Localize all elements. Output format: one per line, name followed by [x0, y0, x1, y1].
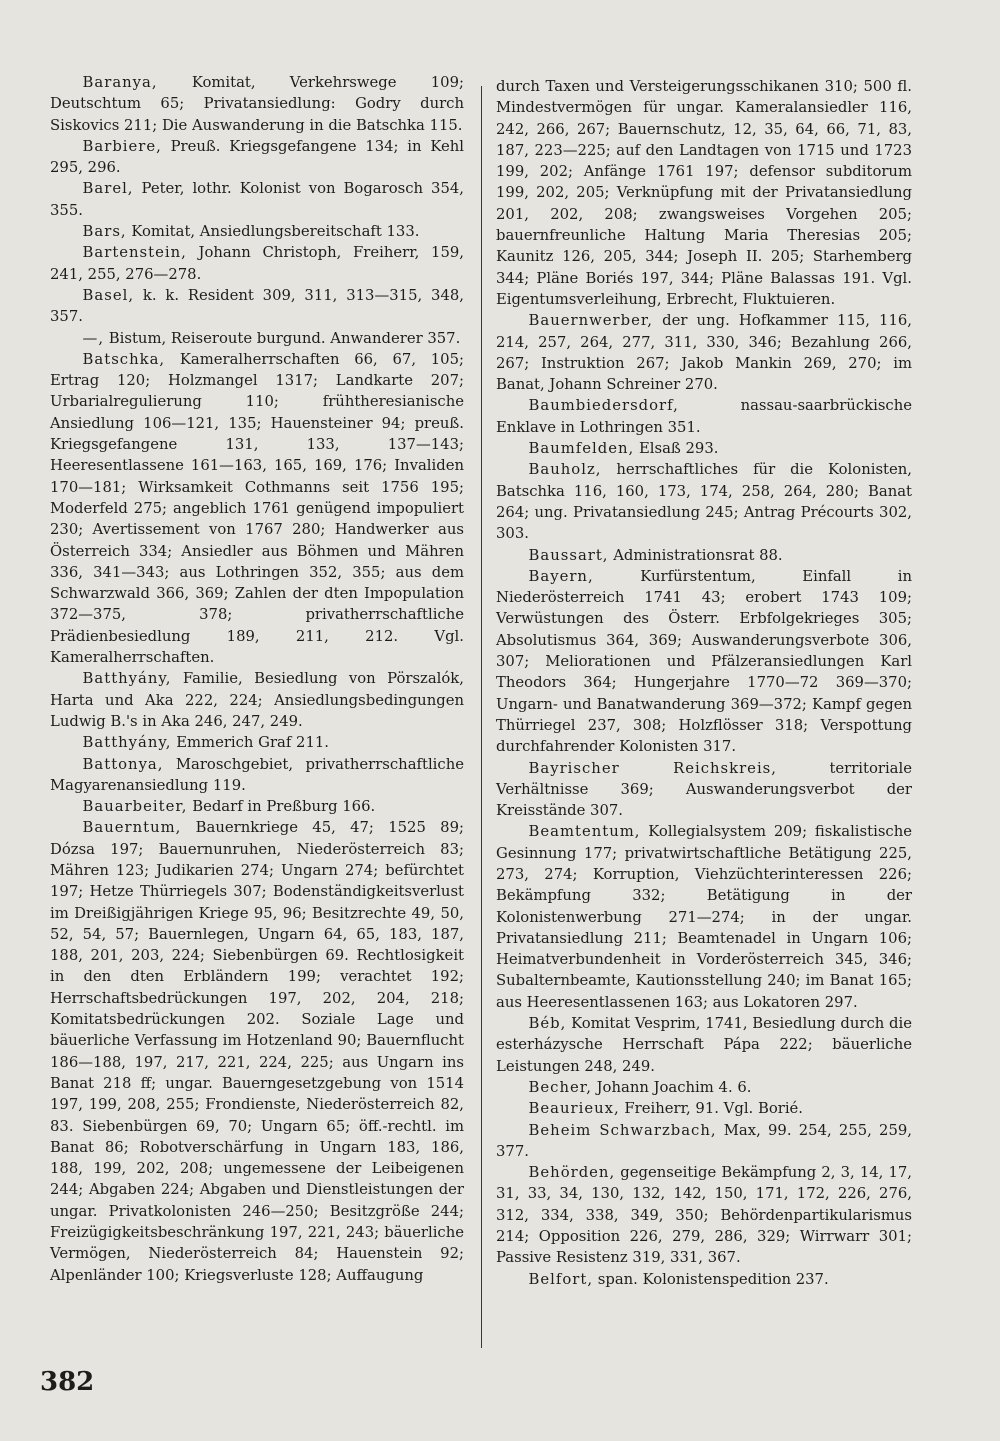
index-entry-text: gegenseitige Bekämpfung 2, 3, 14, 17, 31, 33, 34, 130, 132, 142, 150, 171, 172, 226, 276, 312, 334, 338, 349, 350; Behördenpartikularismus 214; Opposition 226, 279, 286, 329; Wirrwarr 301; Passive Resistenz 319, 331, 367.	[496, 1164, 912, 1267]
index-entry-headword: Bayern,	[528, 567, 594, 585]
index-entry-text: Max, 99. 254, 255, 259, 377.	[496, 1121, 912, 1160]
index-entry-text: Emmerich Graf 211.	[176, 734, 329, 752]
index-entry-headword: Bauernwerber,	[528, 312, 654, 330]
index-entry-text: Komitat, Verkehrswege 109; Deutschtum 65; Privatansiedlung: Godry durch Siskovics 211; Die Auswanderung in die Batschka 115.	[50, 74, 464, 134]
index-entry-headword: Baumfelden,	[528, 440, 635, 458]
index-entry-text: Bauernkriege 45, 47; 1525 89; Dózsa 197; Bauernunruhen, Niederösterreich 83; Mähren 123; Judikarien 274; Ungarn 274; befürchtet 197; Hetze Thürriegels 307; Bodenständigkeitsverlust im Dreißigjährigen Kriege 95, 96; Besitzrechte 49, 50, 52, 54, 57; Bauernlegen, Ungarn 64, 65, 183, 187, 188, 201, 203, 224; Siebenbürgen 69. Rechtlosigkeit in den dten Erbländern 199; verachtet 192; Herrschaftsbedrückungen 197, 202, 204, 218; Komitatsbedrückungen 202. Soziale Lage und bäuerliche Verfassung im Hotzenland 90; Bauernflucht 186—188, 197, 217, 221, 224, 225; aus Ungarn ins Banat 218 ff; ungar. Bauerngesetzgebung von 1514 197, 199, 208, 255; Frondienste, Niederösterreich 82, 83. Siebenbürgen 69, 70; Ungarn 65; öff.-rechtl. im Banat 86; Robotverschärfung in Ungarn 183, 186, 188, 199, 202, 208; ungemessene der Leibeigenen 244; Abgaben 224; Abgaben und Dienstleistungen der ungar. Privatkolonisten 246—250; Besitzgröße 244; Freizügigkeitsbeschränkung 197, 221, 243; bäuerliche Vermögen, Niederösterreich 84; Hauenstein 92; Alpenländer 100; Kriegsverluste 128; Auffaugung	[50, 819, 464, 1284]
index-entry	[50, 221, 464, 242]
page-number: 382	[40, 1367, 95, 1397]
index-entry	[50, 668, 464, 732]
index-entry	[496, 438, 912, 459]
index-entry-headword: Barel,	[82, 180, 134, 198]
index-entry-headword: —,	[82, 329, 105, 347]
index-entry-text: k. k. Resident 309, 311, 313—315, 348, 357.	[50, 286, 464, 326]
index-entry	[496, 758, 912, 822]
index-entry	[50, 328, 464, 349]
index-entry	[50, 349, 464, 668]
index-column-left	[50, 72, 464, 1286]
index-entry	[496, 821, 912, 1013]
index-entry	[496, 459, 912, 544]
index-entry-text: Komitat, Ansiedlungsbereitschaft 133.	[131, 223, 420, 241]
index-entry	[50, 754, 464, 797]
index-entry	[496, 1013, 912, 1077]
index-entry-headword: Beamtentum,	[528, 823, 641, 841]
index-entry-text: der ung. Hofkammer 115, 116, 214, 257, 264, 277, 311, 330, 346; Bezahlung 266, 267; Instruktion 267; Jakob Mankin 269, 270; im Banat, Johann Schreiner 270.	[496, 312, 912, 394]
index-entry	[496, 395, 912, 438]
index-entry	[50, 72, 464, 136]
index-entry	[50, 285, 464, 328]
index-entry	[496, 566, 912, 758]
index-entry-text: Kurfürstentum, Einfall in Niederösterreich 1741 43; erobert 1743 109; Verwüstungen des Österr. Erbfolgekrieges 305; Absolutismus 364, 369; Auswanderungsverbote 306, 307; Meliorationen und Pfälzeransiedlungen Karl Theodors 364; Hungerjahre 1770—72 369—370; Ungarn- und Banatwanderung 369—372; Kampf gegen Thürriegel 237, 308; Holzflösser 318; Verspottung durchfahrender Kolonisten 317.	[496, 567, 912, 756]
index-entry-text: Kollegialsystem 209; fiskalistische Gesinnung 177; privatwirtschaftliche Betätigung 225, 273, 274; Korruption, Viehzüchterinteressen 226; Bekämpfung 332; Betätigung in der Kolonistenwerbung 271—274; in der ungar. Privatansiedlung 211; Beamtenadel in Ungarn 106; Heimatverbundenheit in Vorderösterreich 345, 346; Subalternbeamte, Kautionsstellung 240; im Banat 165; aus Heeresentlassenen 163; aus Lokatoren 297.	[496, 823, 912, 1011]
index-entry-headword: Becher,	[528, 1078, 592, 1096]
index-entry-text: territoriale Verhältnisse 369; Auswanderungsverbot der Kreisstände 307.	[496, 759, 912, 820]
index-entry-headword: Bauholz,	[528, 461, 602, 479]
index-entry-headword: Batthyány,	[82, 670, 172, 688]
index-entry-headword: Bayrischer Reichskreis,	[528, 759, 777, 777]
index-entry	[496, 310, 912, 395]
index-entry-text: nassau-saarbrückische Enklave in Lothringen 351.	[496, 397, 912, 436]
index-entry-headword: Baussart,	[528, 546, 609, 564]
index-entry-headword: Batschka,	[82, 350, 166, 368]
index-entry	[50, 242, 464, 285]
index-entry-headword: Barbiere,	[82, 137, 162, 155]
index-entry-text: Administrationsrat 88.	[613, 546, 783, 564]
continued-entry-text: durch Taxen und Versteigerungsschikanen 310; 500 fl. Mindestvermögen für ungar. Kameralansiedler 116, 242, 266, 267; Bauernschutz, 12, 35, 64, 66, 71, 83, 187, 223—225; auf den Landtagen von 1715 und 1723 199, 202; Anfänge 1761 197; defensor subditorum 199, 202, 205; Verknüpfung mit der Privatansiedlung 201, 202, 208; zwangsweises Vorgehen 205; bauernfreunliche Haltung Maria Theresias 205; Kaunitz 126, 205, 344; Joseph II. 205; Starhemberg 344; Pläne Boriés 197, 344; Pläne Balassas 191. Vgl. Eigentumsverleihung, Erbrecht, Fluktuieren.	[496, 78, 912, 308]
index-entry-headword: Basel,	[82, 286, 135, 304]
index-entry-text: Bistum, Reiseroute burgund. Anwanderer 357.	[108, 329, 461, 347]
index-entry	[496, 1077, 912, 1098]
index-entry-text: Elsaß 293.	[638, 440, 719, 458]
index-entry-headword: Bauerntum,	[82, 819, 182, 837]
index-entry-text: Johann Joachim 4. 6.	[596, 1078, 752, 1096]
index-entry-text: Maroschgebiet, privatherrschaftliche Magyarenansiedlung 119.	[50, 755, 464, 794]
index-entry-headword: Béb,	[528, 1015, 567, 1033]
index-entry-headword: Beaurieux,	[528, 1100, 620, 1118]
index-entry-headword: Battonya,	[82, 755, 164, 773]
index-entry	[496, 1098, 912, 1119]
index-entry-text: Johann Christoph, Freiherr, 159, 241, 255, 276—278.	[50, 244, 464, 283]
index-entry-headword: Bars,	[82, 223, 127, 241]
index-entry	[50, 796, 464, 817]
index-entry	[496, 1120, 912, 1163]
index-entry	[496, 1269, 912, 1290]
index-entry-text: Freiherr, 91. Vgl. Borié.	[624, 1100, 804, 1118]
index-entry-headword: Beheim Schwarzbach,	[528, 1121, 717, 1139]
index-entry-text: Kameralherrschaften 66, 67, 105; Ertrag 120; Holzmangel 1317; Landkarte 207; Urbarialregulierung 110; frühtheresianische Ansiedlung 106—121, 135; Hauensteiner 94; preuß. Kriegsgefangene 131, 133, 137—143; Heeresentlassene 161—163, 165, 169, 176; Invaliden 170—181; Wirksamkeit Cothmanns seit 1756 195; Moderfeld 275; angeblich 1761 genügend impopuliert 230; Avertissement von 1767 280; Handwerker aus Österreich 334; Ansiedler aus Böhmen und Mähren 336, 341—343; aus Lothringen 352, 355; aus dem Schwarzwald 366, 369; Zahlen der dten Impopulation 372—375, 378; privatherrschaftliche Prädienbesiedlung 189, 211, 212. Vgl. Kameralherrschaften.	[50, 350, 464, 667]
index-entry	[496, 545, 912, 566]
index-entry	[50, 817, 464, 1286]
index-entry-text: Familie, Besiedlung von Pörszalók, Harta und Aka 222, 224; Ansiedlungsbedingungen Ludwig B.'s in Aka 246, 247, 249.	[50, 670, 464, 730]
index-entry-text: Bedarf in Preßburg 166.	[192, 798, 376, 816]
index-entry-headword: Bartenstein,	[82, 244, 187, 262]
index-entry	[50, 136, 464, 179]
index-entry	[50, 732, 464, 753]
index-entry-headword: Belfort,	[528, 1270, 594, 1288]
index-entry-headword: Behörden,	[528, 1164, 616, 1182]
index-column-right	[496, 76, 912, 1290]
column-divider	[481, 86, 482, 1348]
index-entry-text: Peter, lothr. Kolonist von Bogarosch 354, 355.	[50, 180, 464, 219]
index-entry-text: Preuß. Kriegsgefangene 134; in Kehl 295, 296.	[50, 137, 464, 177]
index-entry-headword: Bauarbeiter,	[82, 798, 188, 816]
index-entry	[50, 178, 464, 221]
index-entry-text: span. Kolonistenspedition 237.	[597, 1270, 829, 1288]
index-entry-headword: Batthyány,	[82, 734, 172, 752]
index-entry-headword: Baumbiedersdorf,	[528, 397, 679, 415]
index-entry-headword: Baranya,	[82, 74, 158, 91]
index-entry	[496, 1162, 912, 1268]
index-entry-text: Komitat Vesprim, 1741, Besiedlung durch die esterházysche Herrschaft Pápa 222; bäuerliche Leistungen 248, 249.	[496, 1015, 912, 1075]
index-entry-text: herrschaftliches für die Kolonisten, Batschka 116, 160, 173, 174, 258, 264, 280; Banat 264; ung. Privatansiedlung 245; Antrag Précourts 302, 303.	[496, 461, 912, 543]
